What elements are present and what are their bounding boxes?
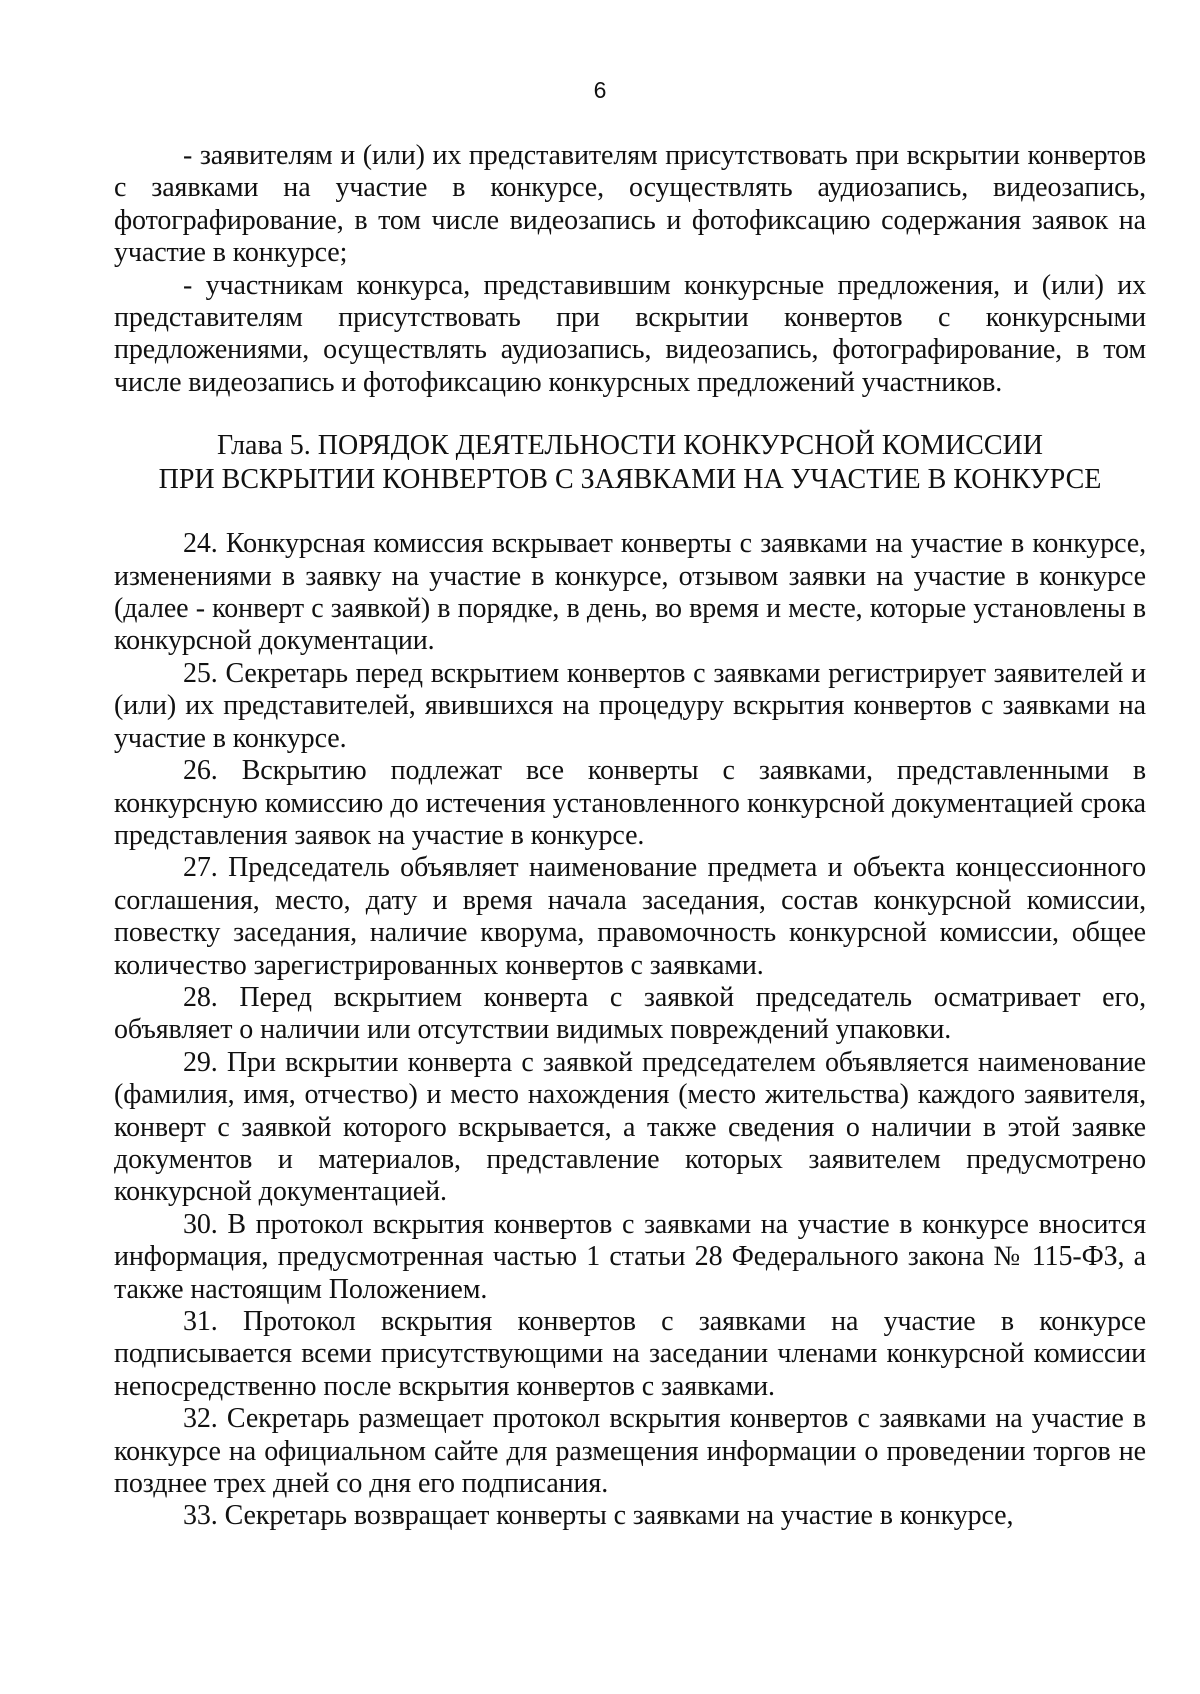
page-number: 6: [593, 77, 607, 103]
section-32: 32. Секретарь размещает протокол вскрытия конвертов с заявками на участие в конкурсе на официальном сайте для размещения информации о проведении торгов не позднее трех дней со дня его подписания.: [114, 1403, 1146, 1500]
section-25: 25. Секретарь перед вскрытием конвертов с заявками регистрирует заявителей и (или) их представителей, явившихся на процедуру вскрытия конвертов с заявками на участие в конкурсе.: [114, 657, 1146, 754]
section-27: 27. Председатель объявляет наименование предмета и объекта концессионного соглашения, место, дату и время начала заседания, состав конкурсной комиссии, повестку заседания, наличие кворума, правомочность конкурсной комиссии, общее количество зарегистрированных конвертов с заявками.: [114, 852, 1146, 981]
document-body: [114, 140, 1146, 1533]
section-33: 33. Секретарь возвращает конверты с заявками на участие в конкурсе,: [183, 1500, 1014, 1532]
chapter-heading: [114, 429, 1146, 497]
section-31: 31. Протокол вскрытия конвертов с заявками на участие в конкурсе подписывается всеми присутствующими на заседании членами конкурсной комиссии непосредственно после вскрытия конвертов с заявками.: [114, 1306, 1146, 1402]
section-28: 28. Перед вскрытием конверта с заявкой председатель осматривает его, объявляет о наличии или отсутствии видимых повреждений упаковки.: [114, 981, 1146, 1046]
section-24: 24. Конкурсная комиссия вскрывает конверты с заявками на участие в конкурсе, изменениями в заявку на участие в конкурсе, отзывом заявки на участие в конкурсе (далее - конверт с заявкой) в порядке, в день, во время и месте, которые установлены в конкурсной документации.: [114, 528, 1146, 657]
section-30: 30. В протокол вскрытия конвертов с заявками на участие в конкурсе вносится информация, предусмотренная частью 1 статьи 28 Федерального закона № 115-ФЗ, а также настоящим Положением.: [114, 1208, 1146, 1305]
chapter-heading-line-2: ПРИ ВСКРЫТИИ КОНВЕРТОВ С ЗАЯВКАМИ НА УЧАСТИЕ В КОНКУРСЕ: [158, 464, 1102, 496]
chapter-heading-line-1: Глава 5. ПОРЯДОК ДЕЯТЕЛЬНОСТИ КОНКУРСНОЙ КОМИССИИ: [217, 430, 1043, 462]
paragraph-intro-2: - участникам конкурса, представившим конкурсные предложения, и (или) их представителям присутствовать при вскрытии конвертов с конкурсными предложениями, осуществлять аудиозапись, видеозапись, фотографирование, в том числе видеозапись и фотофиксацию конкурсных предложений участников.: [114, 269, 1146, 398]
section-26: 26. Вскрытию подлежат все конверты с заявками, представленными в конкурсную комиссию до истечения установленного конкурсной документацией срока представления заявок на участие в конкурсе.: [114, 755, 1146, 851]
paragraph-intro-1: - заявителям и (или) их представителям присутствовать при вскрытии конвертов с заявками на участие в конкурсе, осуществлять аудиозапись, видеозапись, фотографирование, в том числе видеозапись и фотофиксацию содержания заявок на участие в конкурсе;: [114, 140, 1146, 269]
section-29: 29. При вскрытии конверта с заявкой председателем объявляется наименование (фамилия, имя, отчество) и место нахождения (место жительства) каждого заявителя, конверт с заявкой которого вскрывается, а также сведения о наличии в этой заявке документов и материалов, представление которых заявителем предусмотрено конкурсной документацией.: [114, 1046, 1146, 1208]
sections-list: [114, 528, 1146, 1533]
